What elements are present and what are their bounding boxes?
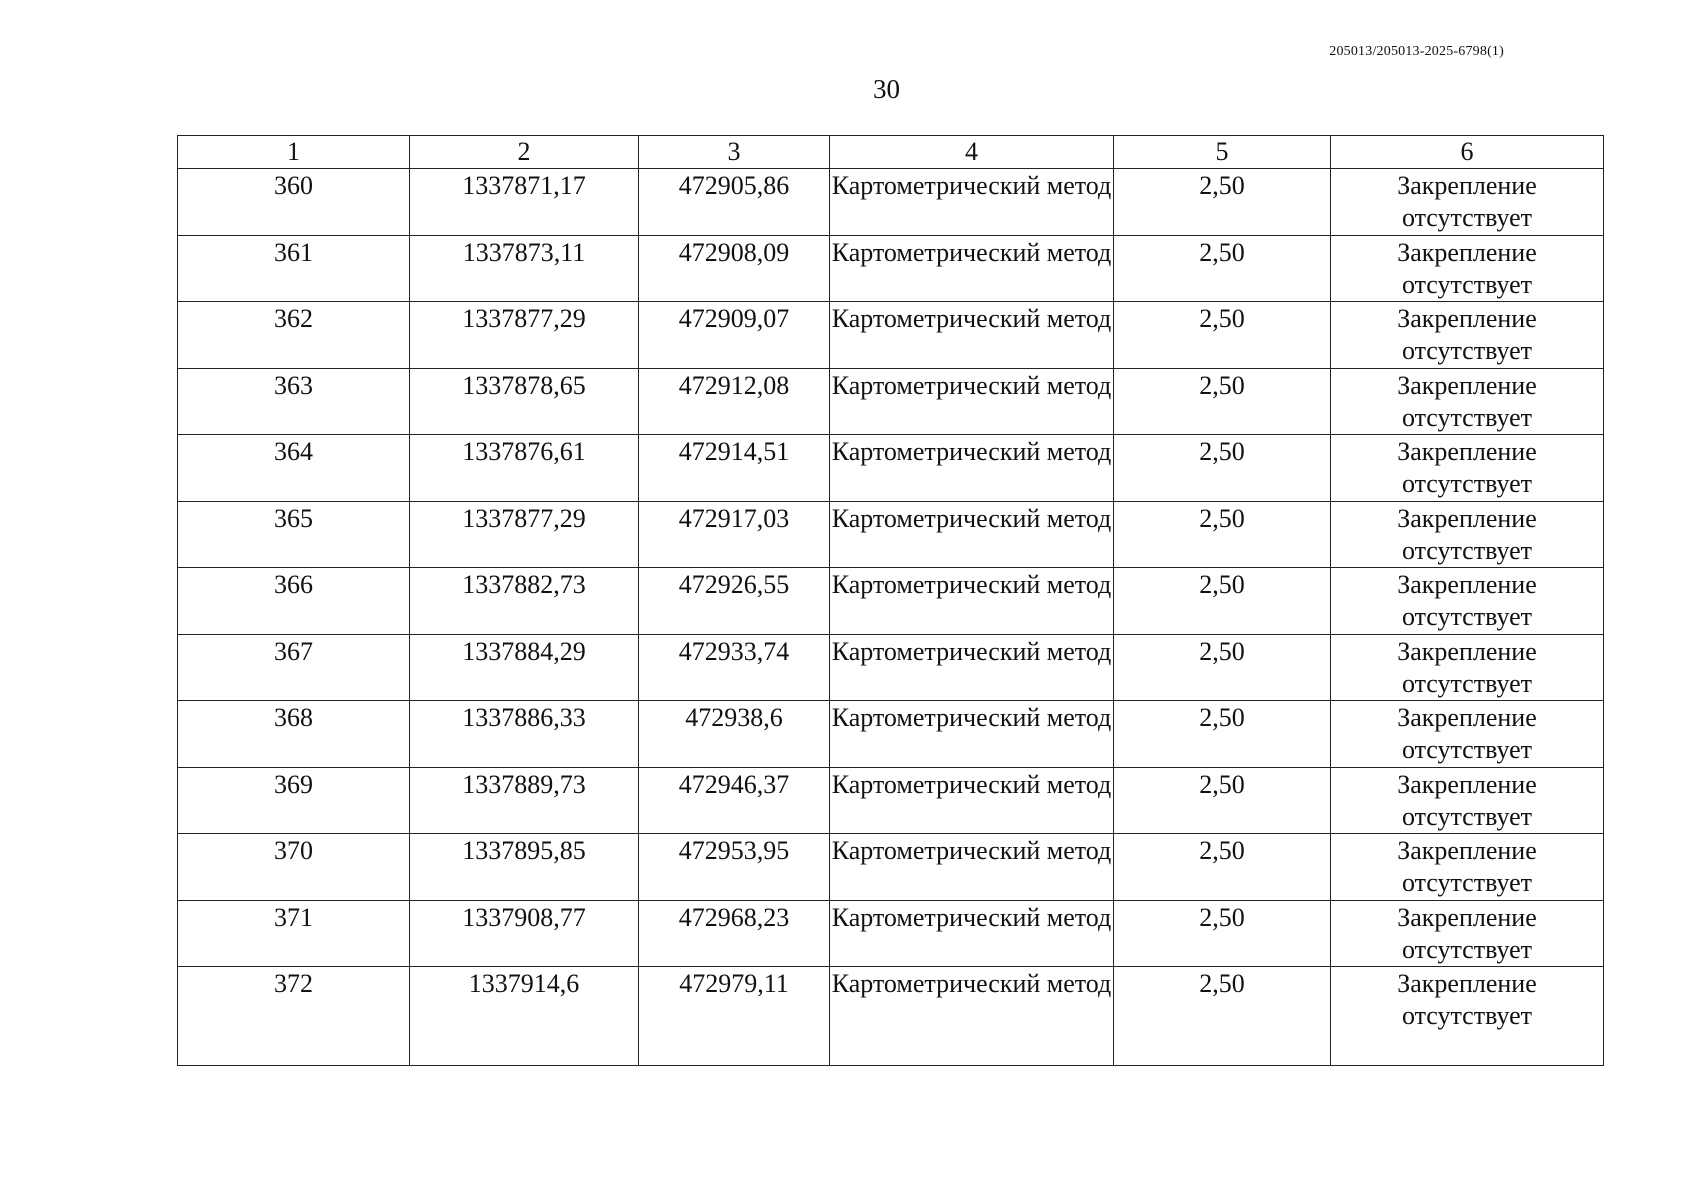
x-coordinate-cell: [410, 368, 639, 435]
table-header-row: [178, 136, 1604, 169]
method-cell-text: Картометрический метод: [831, 437, 1112, 466]
accuracy-cell: [1114, 701, 1331, 768]
accuracy-cell: [1114, 501, 1331, 568]
y-coordinate-cell-text: 472917,03: [678, 503, 790, 533]
table-row: [178, 368, 1604, 435]
y-coordinate-cell-text: 472926,55: [678, 570, 790, 599]
fixing-cell-text: Закрепление отсутствует: [1397, 902, 1537, 964]
document-id: 205013/205013-2025-6798(1): [1329, 44, 1504, 59]
fixing-cell: [1331, 834, 1604, 901]
method-cell: [830, 767, 1114, 834]
point-number-cell-text: 367: [274, 636, 313, 666]
y-coordinate-cell-text: 472905,86: [678, 171, 790, 200]
x-coordinate-cell: [410, 701, 639, 768]
point-number-cell: [178, 634, 410, 701]
header-cell-6: 6: [1331, 136, 1604, 169]
y-coordinate-cell: [639, 701, 830, 768]
point-number-cell-text: 366: [274, 570, 313, 599]
y-coordinate-cell: [639, 634, 830, 701]
fixing-cell: [1331, 767, 1604, 834]
header-cell-1: 1: [178, 136, 410, 169]
point-number-cell-text: 363: [274, 370, 313, 400]
accuracy-cell: [1114, 368, 1331, 435]
method-cell: [830, 235, 1114, 302]
method-cell-text: Картометрический метод: [831, 237, 1112, 267]
fixing-cell-text: Закрепление отсутствует: [1397, 437, 1537, 498]
method-cell: [830, 169, 1114, 236]
point-number-cell-text: 362: [274, 304, 313, 333]
accuracy-cell: [1114, 568, 1331, 635]
x-coordinate-cell-text: 1337877,29: [462, 503, 586, 533]
table-row: [178, 302, 1604, 369]
method-cell-text: Картометрический метод: [831, 171, 1112, 200]
point-number-cell: [178, 235, 410, 302]
x-coordinate-cell-text: 1337895,85: [462, 836, 586, 865]
page-number: 30: [873, 74, 900, 104]
table-body: [178, 136, 1604, 1066]
header-cell-3: 3: [639, 136, 830, 169]
y-coordinate-cell: [639, 169, 830, 236]
fixing-cell-text: Закрепление отсутствует: [1397, 370, 1537, 432]
table-row: [178, 435, 1604, 502]
point-number-cell-text: 371: [274, 902, 313, 932]
x-coordinate-cell-text: 1337882,73: [462, 570, 586, 599]
accuracy-cell-text: 2,50: [1199, 902, 1245, 932]
accuracy-cell: [1114, 302, 1331, 369]
y-coordinate-cell-text: 472933,74: [678, 636, 790, 666]
fixing-cell-text: Закрепление отсутствует: [1397, 570, 1537, 631]
method-cell: [830, 967, 1114, 1066]
x-coordinate-cell-text: 1337878,65: [462, 370, 586, 400]
method-cell: [830, 634, 1114, 701]
y-coordinate-cell-text: 472953,95: [678, 836, 790, 865]
x-coordinate-cell-text: 1337877,29: [462, 304, 586, 333]
point-number-cell-text: 368: [274, 703, 313, 732]
fixing-cell: [1331, 235, 1604, 302]
table-row: [178, 967, 1604, 1066]
accuracy-cell: [1114, 900, 1331, 967]
method-cell-text: Картометрический метод: [831, 902, 1112, 932]
point-number-cell: [178, 568, 410, 635]
method-cell-text: Картометрический метод: [831, 769, 1112, 799]
fixing-cell: [1331, 634, 1604, 701]
point-number-cell-text: 365: [274, 503, 313, 533]
point-number-cell-text: 370: [274, 836, 313, 865]
fixing-cell-text: Закрепление отсутствует: [1397, 503, 1537, 565]
accuracy-cell: [1114, 967, 1331, 1066]
point-number-cell: [178, 435, 410, 502]
y-coordinate-cell: [639, 967, 830, 1066]
fixing-cell: [1331, 900, 1604, 967]
point-number-cell: [178, 169, 410, 236]
x-coordinate-cell: [410, 501, 639, 568]
accuracy-cell: [1114, 435, 1331, 502]
accuracy-cell-text: 2,50: [1199, 836, 1245, 865]
method-cell: [830, 568, 1114, 635]
accuracy-cell-text: 2,50: [1199, 237, 1245, 267]
point-number-cell: [178, 767, 410, 834]
y-coordinate-cell: [639, 501, 830, 568]
fixing-cell-text: Закрепление отсутствует: [1397, 171, 1537, 232]
point-number-cell-text: 360: [274, 171, 313, 200]
fixing-cell: [1331, 169, 1604, 236]
method-cell: [830, 834, 1114, 901]
accuracy-cell-text: 2,50: [1199, 969, 1245, 998]
x-coordinate-cell-text: 1337876,61: [462, 437, 586, 466]
fixing-cell-text: Закрепление отсутствует: [1397, 304, 1537, 365]
y-coordinate-cell: [639, 834, 830, 901]
table-row: [178, 501, 1604, 568]
x-coordinate-cell: [410, 900, 639, 967]
x-coordinate-cell-text: 1337914,6: [468, 969, 580, 998]
y-coordinate-cell: [639, 435, 830, 502]
y-coordinate-cell: [639, 568, 830, 635]
fixing-cell-text: Закрепление отсутствует: [1397, 636, 1537, 698]
method-cell: [830, 501, 1114, 568]
fixing-cell-text: Закрепление отсутствует: [1397, 703, 1537, 764]
fixing-cell: [1331, 435, 1604, 502]
method-cell-text: Картометрический метод: [831, 503, 1112, 533]
y-coordinate-cell: [639, 368, 830, 435]
x-coordinate-cell-text: 1337884,29: [462, 636, 586, 666]
accuracy-cell: [1114, 634, 1331, 701]
accuracy-cell: [1114, 235, 1331, 302]
fixing-cell: [1331, 501, 1604, 568]
x-coordinate-cell-text: 1337908,77: [462, 902, 586, 932]
point-number-cell: [178, 368, 410, 435]
accuracy-cell-text: 2,50: [1199, 370, 1245, 400]
method-cell: [830, 701, 1114, 768]
x-coordinate-cell: [410, 169, 639, 236]
table-row: [178, 235, 1604, 302]
header-cell-4: 4: [830, 136, 1114, 169]
table-row: [178, 634, 1604, 701]
y-coordinate-cell-text: 472979,11: [679, 969, 789, 998]
table-row: [178, 568, 1604, 635]
y-coordinate-cell: [639, 900, 830, 967]
y-coordinate-cell-text: 472938,6: [685, 703, 783, 732]
y-coordinate-cell-text: 472909,07: [678, 304, 790, 333]
table-row: [178, 900, 1604, 967]
method-cell-text: Картометрический метод: [831, 703, 1112, 732]
fixing-cell: [1331, 967, 1604, 1066]
method-cell: [830, 435, 1114, 502]
header-cell-5: 5: [1114, 136, 1331, 169]
accuracy-cell-text: 2,50: [1199, 171, 1245, 200]
point-number-cell-text: 372: [274, 969, 313, 998]
x-coordinate-cell: [410, 235, 639, 302]
point-number-cell-text: 369: [274, 769, 313, 799]
table-row: [178, 834, 1604, 901]
y-coordinate-cell: [639, 235, 830, 302]
method-cell-text: Картометрический метод: [831, 636, 1112, 666]
method-cell: [830, 900, 1114, 967]
header-cell-2: 2: [410, 136, 639, 169]
table-row: [178, 169, 1604, 236]
x-coordinate-cell-text: 1337889,73: [462, 769, 586, 799]
x-coordinate-cell: [410, 967, 639, 1066]
method-cell: [830, 302, 1114, 369]
point-number-cell: [178, 834, 410, 901]
fixing-cell: [1331, 701, 1604, 768]
point-number-cell: [178, 900, 410, 967]
x-coordinate-cell: [410, 568, 639, 635]
point-number-cell: [178, 501, 410, 568]
accuracy-cell: [1114, 767, 1331, 834]
fixing-cell: [1331, 568, 1604, 635]
x-coordinate-cell-text: 1337886,33: [462, 703, 586, 732]
x-coordinate-cell: [410, 634, 639, 701]
accuracy-cell: [1114, 169, 1331, 236]
x-coordinate-cell: [410, 767, 639, 834]
y-coordinate-cell: [639, 302, 830, 369]
fixing-cell: [1331, 368, 1604, 435]
y-coordinate-cell-text: 472946,37: [678, 769, 790, 799]
x-coordinate-cell-text: 1337873,11: [462, 237, 586, 267]
method-cell-text: Картометрический метод: [831, 370, 1112, 400]
method-cell-text: Картометрический метод: [831, 570, 1112, 599]
y-coordinate-cell-text: 472908,09: [678, 237, 790, 267]
y-coordinate-cell: [639, 767, 830, 834]
point-number-cell: [178, 302, 410, 369]
accuracy-cell-text: 2,50: [1199, 304, 1245, 333]
accuracy-cell-text: 2,50: [1199, 769, 1245, 799]
table-row: [178, 767, 1604, 834]
y-coordinate-cell-text: 472912,08: [678, 370, 790, 400]
fixing-cell-text: Закрепление отсутствует: [1397, 237, 1537, 299]
method-cell: [830, 368, 1114, 435]
point-number-cell-text: 364: [274, 437, 313, 466]
x-coordinate-cell: [410, 435, 639, 502]
fixing-cell: [1331, 302, 1604, 369]
coordinates-table: [177, 135, 1604, 1066]
table-row: [178, 701, 1604, 768]
accuracy-cell-text: 2,50: [1199, 570, 1245, 599]
point-number-cell: [178, 701, 410, 768]
method-cell-text: Картометрический метод: [831, 304, 1112, 333]
accuracy-cell: [1114, 834, 1331, 901]
accuracy-cell-text: 2,50: [1199, 703, 1245, 732]
fixing-cell-text: Закрепление отсутствует: [1397, 836, 1537, 897]
method-cell-text: Картометрический метод: [831, 836, 1112, 865]
accuracy-cell-text: 2,50: [1199, 636, 1245, 666]
point-number-cell: [178, 967, 410, 1066]
method-cell-text: Картометрический метод: [831, 969, 1112, 998]
y-coordinate-cell-text: 472968,23: [678, 902, 790, 932]
x-coordinate-cell-text: 1337871,17: [462, 171, 586, 200]
accuracy-cell-text: 2,50: [1199, 437, 1245, 466]
x-coordinate-cell: [410, 834, 639, 901]
x-coordinate-cell: [410, 302, 639, 369]
accuracy-cell-text: 2,50: [1199, 503, 1245, 533]
fixing-cell-text: Закрепление отсутствует: [1397, 769, 1537, 831]
y-coordinate-cell-text: 472914,51: [678, 437, 790, 466]
fixing-cell-text: Закрепление отсутствует: [1397, 969, 1537, 1030]
point-number-cell-text: 361: [274, 237, 313, 267]
